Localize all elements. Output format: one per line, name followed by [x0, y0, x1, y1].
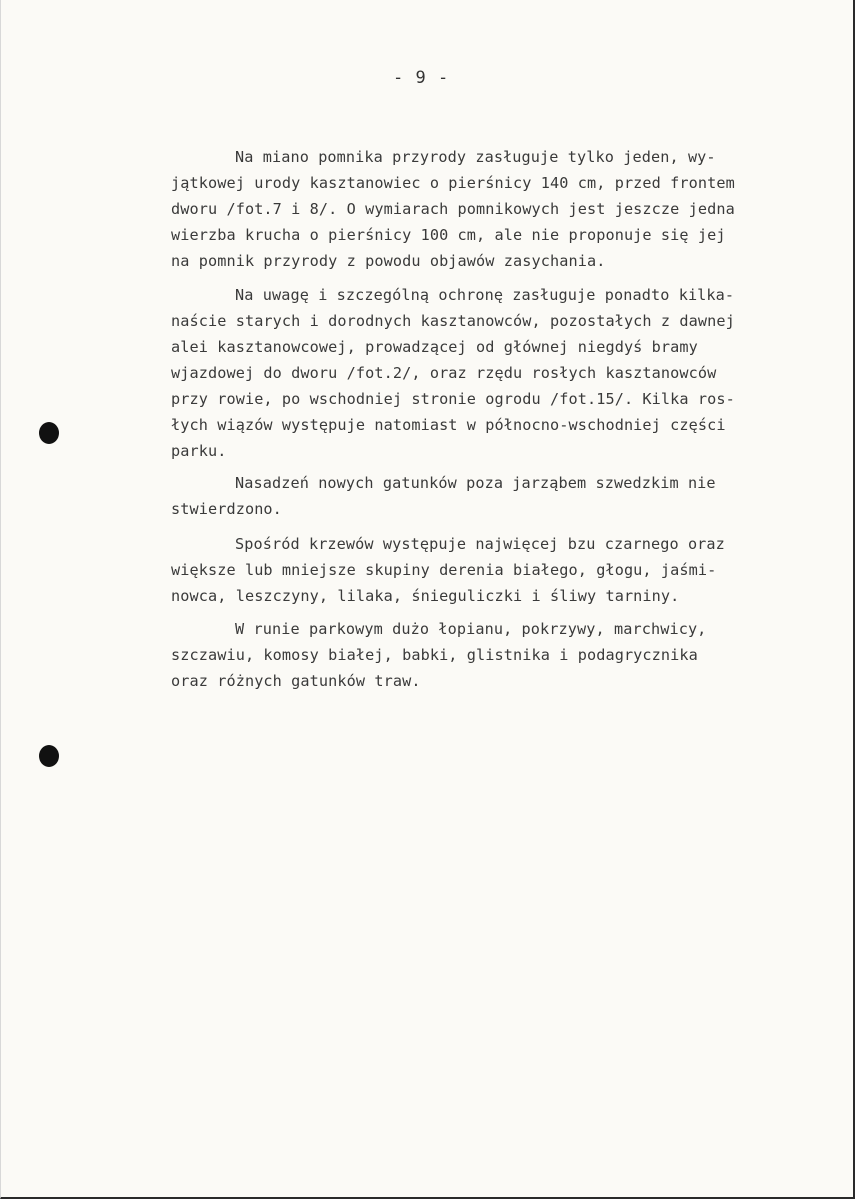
paragraph-1-line-5: na pomnik przyrody z powodu objawów zasychania.: [171, 252, 606, 270]
paragraph-2-line-7: parku.: [171, 442, 227, 460]
paragraph-4-line-3: nowca, leszczyny, lilaka, śnieguliczki i śliwy tarniny.: [171, 587, 680, 605]
paragraph-2-line-1: Na uwagę i szczególną ochronę zasługuje ponadto kilka-: [235, 286, 735, 304]
paragraph-1-line-2: jątkowej urody kasztanowiec o pierśnicy 140 cm, przed frontem: [171, 174, 735, 192]
page-number: - 9 -: [393, 68, 450, 88]
paragraph-4-line-2: większe lub mniejsze skupiny derenia białego, głogu, jaśmi-: [171, 561, 717, 579]
punch-hole-top: [39, 422, 59, 444]
punch-hole-bottom: [39, 745, 59, 767]
paragraph-1-line-1: Na miano pomnika przyrody zasługuje tylko jeden, wy-: [235, 148, 716, 166]
paragraph-2-line-6: łych wiązów występuje natomiast w północno-wschodniej części: [171, 416, 726, 434]
paragraph-3-line-2: stwierdzono.: [171, 500, 282, 518]
paragraph-4-line-1: Spośród krzewów występuje najwięcej bzu czarnego oraz: [235, 535, 725, 553]
paragraph-5-line-2: szczawiu, komosy białej, babki, glistnika i podagrycznika: [171, 646, 698, 664]
paragraph-2-line-3: alei kasztanowcowej, prowadzącej od głównej niegdyś bramy: [171, 338, 698, 356]
paragraph-1-line-3: dworu /fot.7 i 8/. O wymiarach pomnikowych jest jeszcze jedna: [171, 200, 735, 218]
paragraph-5-line-1: W runie parkowym dużo łopianu, pokrzywy, marchwicy,: [235, 620, 707, 638]
paragraph-2-line-5: przy rowie, po wschodniej stronie ogrodu /fot.15/. Kilka ros-: [171, 390, 735, 408]
paragraph-2-line-4: wjazdowej do dworu /fot.2/, oraz rzędu rosłych kasztanowców: [171, 364, 717, 382]
paragraph-2-line-2: naście starych i dorodnych kasztanowców, pozostałych z dawnej: [171, 312, 735, 330]
paragraph-3-line-1: Nasadzeń nowych gatunków poza jarząbem szwedzkim nie: [235, 474, 716, 492]
paragraph-1-line-4: wierzba krucha o pierśnicy 100 cm, ale nie proponuje się jej: [171, 226, 726, 244]
paragraph-5-line-3: oraz różnych gatunków traw.: [171, 672, 421, 690]
